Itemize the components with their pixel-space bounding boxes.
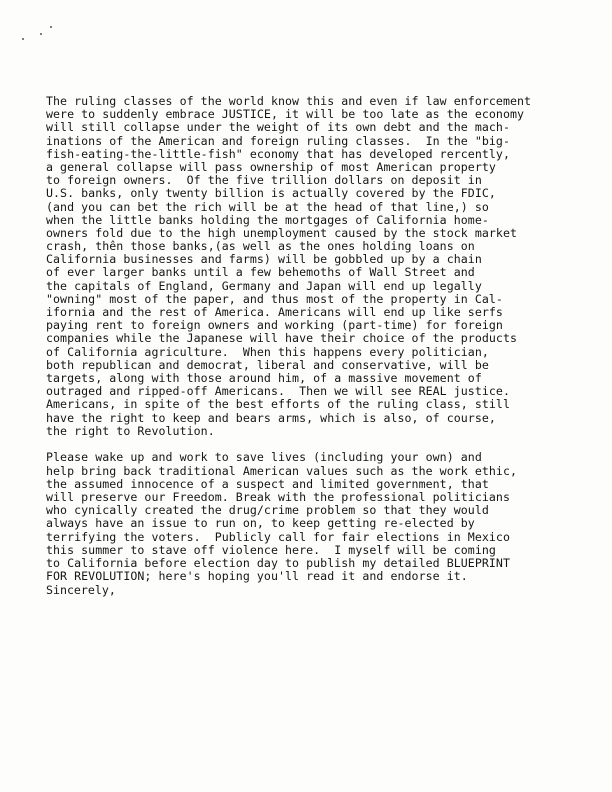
text-line: targets, along with those around him, of a massive movement of: [46, 370, 482, 385]
text-line: terrifying the voters. Publicly call for fair elections in Mexico: [46, 529, 510, 544]
text-line: have the right to keep and bears arms, which is also, of course,: [46, 410, 496, 425]
text-line: both republican and democrat, liberal and conservative, will be: [46, 357, 489, 372]
text-line: "owning" most of the paper, and thus most of the property in Cal-: [46, 291, 503, 306]
text-line: will still collapse under the weight of its own debt and the mach-: [46, 120, 510, 135]
text-line: Please wake up and work to save lives (including your own) and: [46, 450, 482, 465]
text-line: the assumed innocence of a suspect and limited government, that: [46, 476, 489, 491]
text-line: California businesses and farms) will be gobbled up by a chain: [46, 252, 482, 267]
text-line: the capitals of England, Germany and Japan will end up legally: [46, 278, 482, 293]
text-line: help bring back traditional American values such as the work ethic,: [46, 463, 518, 478]
letter-closing: Sincerely,: [46, 583, 116, 597]
text-line: ifornia and the rest of America. Americans will end up like serfs: [46, 305, 503, 319]
letter-body: [46, 95, 571, 597]
text-line: will preserve our Freedom. Break with the professional politicians: [46, 489, 510, 504]
paragraph-please-wake-up: [46, 451, 571, 583]
text-line: when the little banks holding the mortgages of California home-: [46, 212, 489, 227]
scan-speck: [22, 38, 24, 40]
text-line: this summer to stave off violence here. I myself will be coming: [46, 542, 496, 557]
text-line: always have an issue to run on, to keep getting re-elected by: [46, 516, 475, 531]
text-line: fish-eating-the-little-fish" economy that has developed rercently,: [46, 146, 510, 161]
text-line: Americans, in spite of the best efforts of the ruling class, still: [46, 397, 510, 412]
text-line: to California before election day to publish my detailed BLUEPRINT: [46, 555, 510, 570]
text-line: of California agriculture. When this happens every politician,: [46, 344, 489, 359]
text-line: The ruling classes of the world know this and even if law enforcement: [46, 94, 532, 108]
text-line: of ever larger banks until a few behemoths of Wall Street and: [46, 265, 475, 280]
text-line: owners fold due to the high unemployment caused by the stock market: [46, 225, 518, 240]
text-line: paying rent to foreign owners and working (part-time) for foreign: [46, 318, 503, 333]
text-line: inations of the American and foreign ruling classes. In the "big-: [46, 133, 510, 148]
text-line: (and you can bet the rich will be at the head of that line,) so: [46, 199, 489, 214]
text-line: U.S. banks, only twenty billion is actually covered by the FDIC,: [46, 186, 496, 201]
text-line: were to suddenly embrace JUSTICE, it will be too late as the economy: [46, 107, 525, 122]
text-line: outraged and ripped-off Americans. Then we will see REAL justice.: [46, 384, 510, 399]
text-line: who cynically created the drug/crime problem so that they would: [46, 503, 489, 518]
text-line: the right to Revolution.: [46, 423, 215, 438]
scan-speck: [50, 26, 52, 28]
text-line: companies while the Japanese will have their choice of the products: [46, 331, 518, 346]
paragraph-ruling-classes: [46, 95, 571, 438]
text-line: FOR REVOLUTION; here's hoping you'll read it and endorse it.: [46, 569, 468, 584]
text-line: a general collapse will pass ownership of most American property: [46, 159, 496, 174]
text-line: crash, thên those banks,(as well as the ones holding loans on: [46, 239, 475, 254]
text-line: to foreign owners. Of the five trillion dollars on deposit in: [46, 173, 482, 188]
scan-speck: [40, 33, 42, 35]
